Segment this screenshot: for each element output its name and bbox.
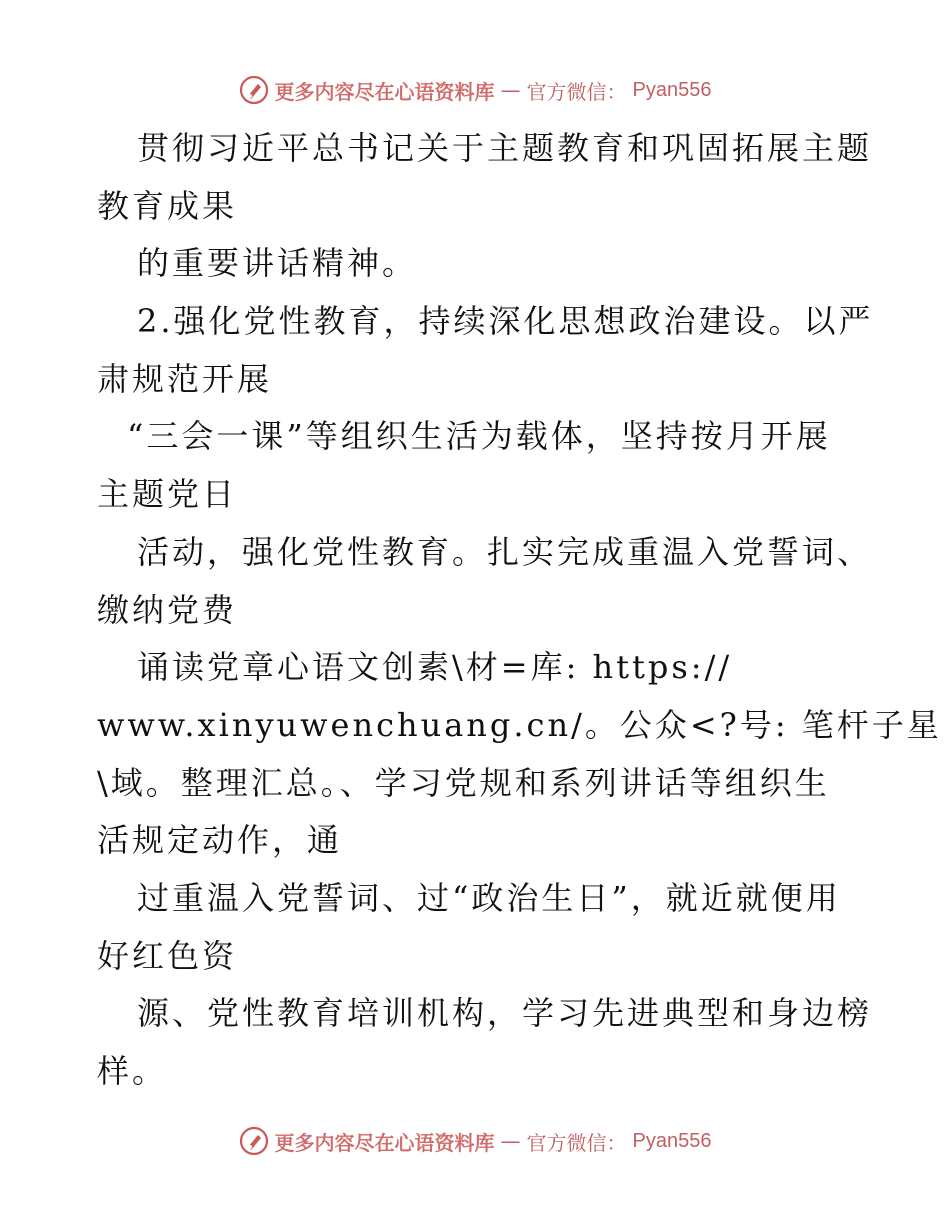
watermark-wechat-label: 官方微信： [526,1130,627,1155]
body-line: 肃规范开展 [97,359,273,398]
watermark-wechat-label: 官方微信： [526,79,627,104]
pen-nib-logo-icon [239,75,269,105]
document-body [97,120,942,1101]
watermark-wechat-id: Pyan556 [632,78,712,101]
body-line: 贯彻习近平总书记关于主题教育和巩固拓展主题 [137,129,873,167]
body-line: 活动，强化党性教育。扎实完成重温入党誓词、 [137,532,873,571]
body-line: 缴纳党费 [97,590,238,629]
body-line: 过重温入党誓词、过“政治生日”，就近就便用 [137,878,841,917]
watermark-brand: 更多内容尽在心语资料库 [274,79,495,104]
footer-watermark [0,1121,950,1161]
body-line: 的重要讲话精神。 [137,244,418,283]
body-line: 诵读党章心语文创素\材=库: https:// [137,648,733,687]
watermark-wechat-id: Pyan556 [632,1129,712,1152]
body-line: 源、党性教育培训机构，学习先进典型和身边榜 [137,994,873,1033]
body-line: 样。 [97,1052,168,1090]
header-watermark [0,70,950,110]
body-line: 教育成果 [97,186,238,225]
pen-nib-logo-icon [239,1126,269,1156]
body-line: 好红色资 [97,936,238,975]
watermark-separator: — [500,78,521,102]
body-line: www.xinyuwenchuang.cn/。公众<?号: 笔杆子星 [97,705,942,744]
body-line: \域。整理汇总。、学习党规和系列讲话等组织生 [97,763,830,802]
watermark-separator: — [500,1129,521,1153]
body-line: 2.强化党性教育，持续深化思想政治建设。以严 [137,302,874,341]
body-line: 活规定动作，通 [97,821,343,860]
body-line: 主题党日 [97,475,238,514]
watermark-brand: 更多内容尽在心语资料库 [274,1130,495,1155]
body-line: “三会一课”等组织生活为载体，坚持按月开展 [127,417,831,456]
